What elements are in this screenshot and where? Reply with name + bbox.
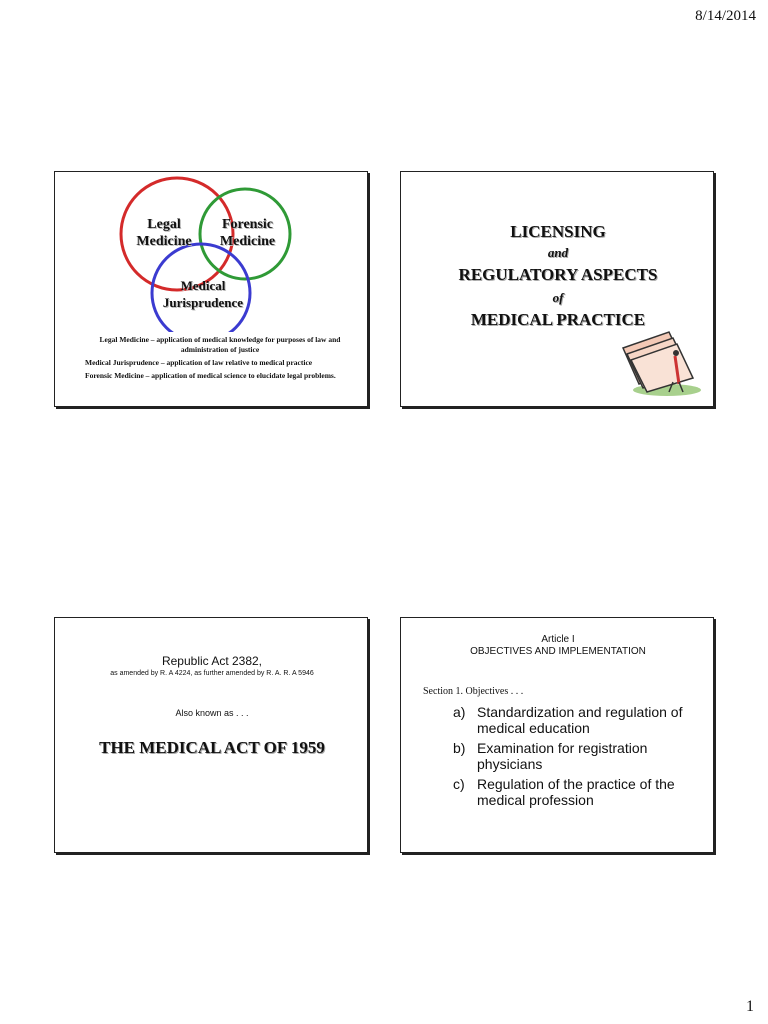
- folder-clipart-icon: [615, 326, 705, 398]
- list-item: [453, 776, 703, 808]
- medical-jurisprudence-label: Medical Jurisprudence: [162, 278, 244, 310]
- list-item: [453, 740, 703, 772]
- slide-venn-diagram: [54, 171, 368, 407]
- title-of: of: [552, 290, 564, 305]
- list-marker: b): [453, 740, 466, 756]
- list-item-text: Regulation of the practice of the medical profession: [477, 776, 675, 808]
- definitions-list: [85, 335, 355, 384]
- definition-legal-medicine: Legal Medicine – application of medical knowledge for purposes of law and administration of justice: [99, 335, 341, 354]
- objectives-list: [453, 704, 703, 812]
- article-heading: OBJECTIVES AND IMPLEMENTATION: [470, 646, 646, 657]
- page-number: 1: [746, 998, 754, 1015]
- forensic-medicine-label: Forensic Medicine: [219, 217, 276, 249]
- republic-act-heading: Republic Act 2382,: [161, 654, 263, 668]
- title-regulatory-aspects: REGULATORY ASPECTS: [458, 265, 658, 284]
- medical-act-title: THE MEDICAL ACT OF 1959: [99, 738, 325, 757]
- page-date: 8/14/2014: [695, 8, 756, 24]
- also-known-as: Also known as . . .: [175, 708, 249, 718]
- list-item: [453, 704, 703, 736]
- slide-title: [400, 171, 714, 407]
- list-marker: a): [453, 704, 466, 720]
- title-licensing: LICENSING: [510, 222, 606, 241]
- legal-medicine-label: Legal Medicine: [136, 217, 192, 249]
- slide-article-one: [400, 617, 714, 853]
- list-marker: c): [453, 776, 465, 792]
- definition-medical-jurisprudence: Medical Jurisprudence – application of law relative to medical practice: [85, 358, 313, 367]
- title-medical-practice: MEDICAL PRACTICE: [470, 310, 646, 329]
- list-item-text: Standardization and regulation of medical education: [477, 704, 683, 736]
- amendment-note: as amended by R. A 4224, as further amended by R. A. R. A 5946: [110, 670, 314, 677]
- section-label: Section 1. Objectives . . .: [423, 686, 524, 697]
- definition-forensic-medicine: Forensic Medicine – application of medical science to elucidate legal problems.: [85, 371, 336, 380]
- title-and: and: [547, 245, 569, 260]
- list-item-text: Examination for registration physicians: [477, 740, 648, 772]
- article-number: Article I: [541, 634, 575, 645]
- slide-republic-act: [54, 617, 368, 853]
